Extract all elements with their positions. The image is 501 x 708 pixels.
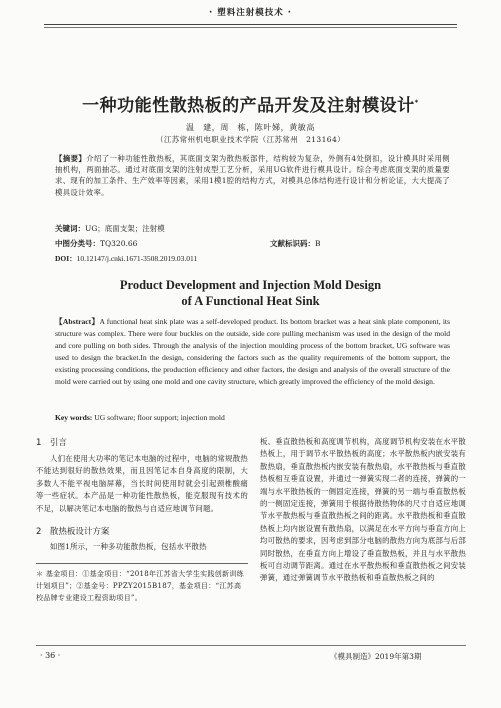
title-footnote-mark: *	[414, 98, 419, 107]
doc-code-label: 文献标识码：	[270, 239, 315, 248]
section-1-body: 人们在使用大功率的笔记本电脑的过程中，电脑的常规散热不能达到很好的散热效果，而且因笔记本自身高度的限制，大多数人不能平视电脑屏幕，当长时间使用时就会引起颈椎酸痛等一些症状。本产品是一种功能性散热板，能克服现有技术的不足，以解决笔记本电脑的散热与自适应地调节问题。	[36, 454, 248, 513]
section-1-heading: 1 引言	[36, 438, 67, 448]
keywords-en-label: Key words:	[55, 413, 93, 422]
section-2-body: 如图1所示，一种多功能散热板，包括水平散热	[50, 542, 207, 552]
doi-value: 10.12147/j.cnki.1671-3508.2019.03.011	[76, 254, 198, 263]
keywords-en	[55, 413, 225, 422]
doc-code-value: B	[315, 239, 321, 248]
article-title-cn: 一种功能性散热板的产品开发及注射模设计*	[82, 96, 419, 116]
right-column-body: 板、垂直散热板和高度调节机构，高度调节机构安装在水平散热板上，用于调节水平散热板的高度；水平散热板内嵌安装有散热扇，垂直散热板内嵌安装有散热扇，水平散热板与垂直散热板相互垂直设置，并通过一弹簧实现二者的连接，弹簧的一端与水平散热板的一侧固定连接，弹簧的另一端与垂直散热板的一侧固定连接，弹簧用于根据待散热物体的尺寸自适应地调节水平散热板与垂直散热板之间的距离。水平散热板和垂直散热板上均内嵌设置有散热扇，以满足在水平方向与垂直方向上均可散热的要求，因考虑到部分电脑的散热方向为底部与后部同时散热，在垂直方向上增设了垂直散热板，并且与水平散热板可自动调节距离。通过在水平散热板和垂直散热板之间安装弹簧，通过弹簧调节水平散热板和垂直散热板之间的	[260, 437, 466, 583]
journal-citation: 《模具制造》2019年第3期	[330, 652, 422, 661]
keywords-cn-label: 关键词：	[55, 224, 85, 233]
page-number: · 36 ·	[40, 651, 61, 660]
header-rule-thin	[44, 27, 457, 28]
document-code	[270, 238, 321, 249]
footer-rule	[36, 645, 466, 646]
abstract-en	[55, 316, 450, 388]
abstract-cn-text: 介绍了一种功能性散热板，其底面支架为散热板部件，结构较为复杂，外侧有4处倒扣，设计模具时采用侧抽机构，两面抽芯。通过对底面支架的注射成型工艺分析，采用UG软件进行模具设计。综合考虑底面支架的质量要求、现有的加工条件、生产效率等因素，采用1模1腔的结构方式，对模具总体结构进行设计和分析论证，大大提高了模具设计效率。	[55, 154, 450, 197]
funding-note: ＊ 基金项目：①基金项目：“2018年江苏省大学生实践创新训练计划项目”；②基金号：PPZY2015B187，基金项目：“江苏高校品牌专业建设工程资助项目”。	[36, 570, 244, 602]
title-en-line2: of A Functional Heat Sink	[181, 294, 320, 308]
abstract-en-text: A functional heat sink plate was a self-developed product. Its bottom bracket was a heat sink plate component, its structure was complex. There were four buckles on the outside, side core pulling mechanism was used in the design of the mold and core pulling on both sides. Through the analysis of the injection moulding process of the bottom bracket, UG software was used to design the bracket.In the design, considering the factors such as the quality requirements of the bottom support, the existing processing conditions, the production efficiency and other factors, the design and analysis of the overall structure of the mold were carried out by using one mold and one cavity structure, which greatly improved the efficiency of the mold design.	[55, 317, 450, 386]
abstract-en-label: 【Abstract】	[55, 317, 100, 326]
header-rule	[44, 24, 457, 25]
clc-value: TQ320.66	[100, 239, 138, 248]
keywords-en-text: UG software; floor support; injection mold	[92, 413, 225, 422]
clc-number	[55, 238, 137, 249]
section-2-heading: 2 散热板设计方案	[36, 527, 110, 538]
abstract-cn-label: 【摘要】	[55, 154, 87, 163]
keywords-cn	[55, 223, 450, 234]
abstract-cn	[55, 153, 450, 198]
funding-rule	[36, 563, 248, 564]
article-title-en	[0, 277, 501, 309]
doi	[55, 253, 197, 264]
affiliation: （江苏常州机电职业技术学院（江苏常州 213164）	[155, 135, 346, 144]
clc-label: 中图分类号：	[55, 239, 100, 248]
doi-label: DOI：	[55, 254, 77, 263]
authors: 温 建，周 栋，陈叶娣，黄敏高	[186, 123, 315, 132]
title-en-line1: Product Development and Injection Mold Design	[119, 278, 382, 292]
left-column	[36, 436, 248, 553]
keywords-cn-text: UG；底面支架；注射模	[85, 224, 165, 233]
running-header: · 塑料注射模技术 ·	[209, 8, 292, 18]
